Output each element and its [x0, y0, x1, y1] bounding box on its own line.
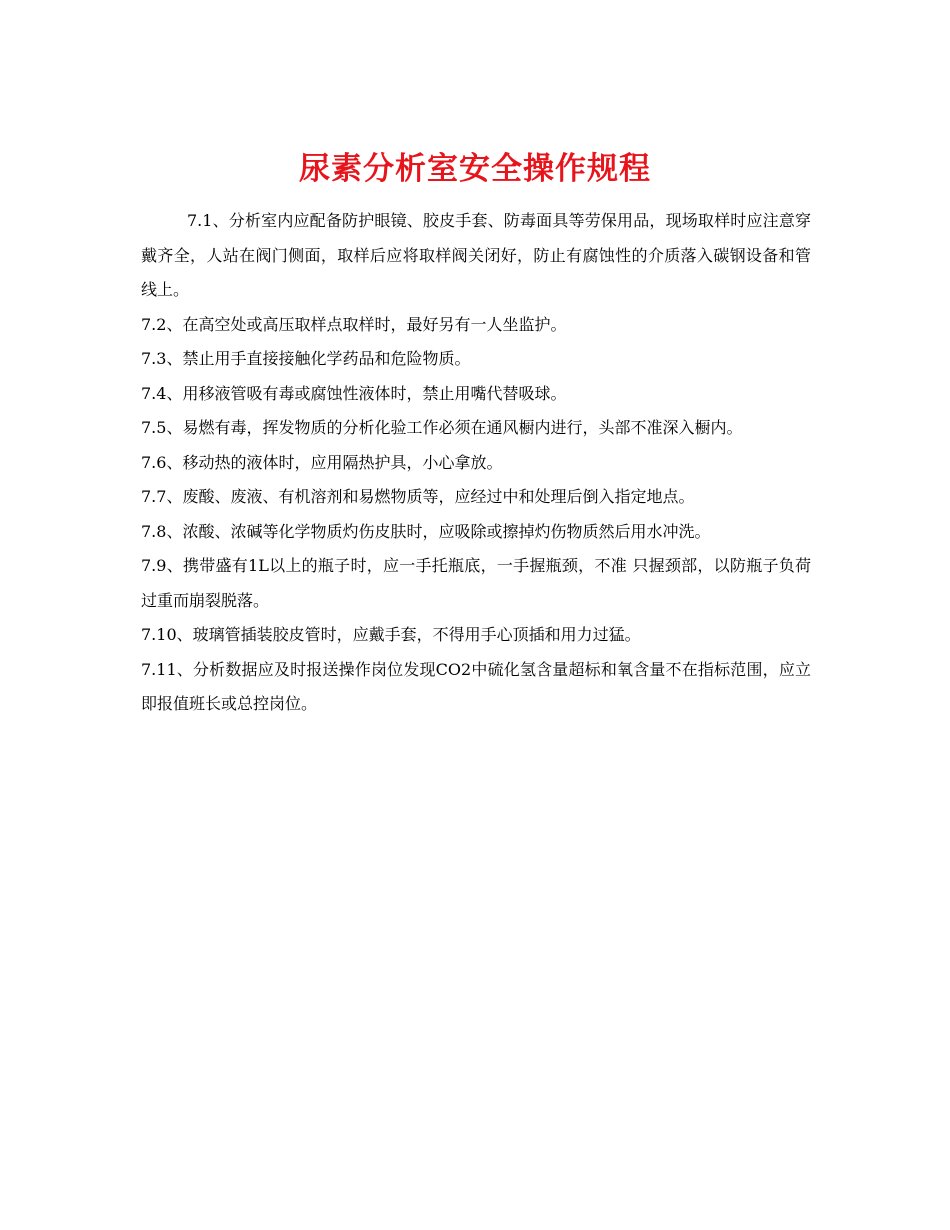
document-body: [141, 204, 811, 722]
clause-7-1: 7.1、分析室内应配备防护眼镜、胶皮手套、防毒面具等劳保用品，现场取样时应注意穿戴齐全，人站在阀门侧面，取样后应将取样阀关闭好，防止有腐蚀性的介质落入碳钢设备和管线上。: [141, 211, 811, 299]
clause-7-3: 7.3、禁止用手直接接触化学药品和危险物质。: [141, 349, 471, 368]
clause-7-7: 7.7、废酸、废液、有机溶剂和易燃物质等，应经过中和处理后倒入指定地点。: [141, 487, 695, 506]
clause-7-4: 7.4、用移液管吸有毒或腐蚀性液体时，禁止用嘴代替吸球。: [141, 383, 567, 403]
clause-7-9: 7.9、携带盛有1L以上的瓶子时，应一手托瓶底，一手握瓶颈，不准 只握颈部，以防瓶子负荷过重而崩裂脱落。: [141, 556, 811, 610]
clause-7-8: 7.8、浓酸、浓碱等化学物质灼伤皮肤时，应吸除或擦掉灼伤物质然后用水冲洗。: [141, 521, 711, 541]
clause-7-11: 7.11、分析数据应及时报送操作岗位发现CO2中硫化氢含量超标和氧含量不在指标范围，应立即报值班长或总控岗位。: [141, 659, 811, 713]
clause-7-5: 7.5、易燃有毒，挥发物质的分析化验工作必须在通风橱内进行，头部不准深入橱内。: [141, 418, 743, 437]
clause-7-10: 7.10、玻璃管插装胶皮管时，应戴手套，不得用手心顶插和用力过猛。: [141, 625, 641, 644]
document-title: 尿素分析室安全操作规程: [299, 150, 651, 187]
clause-7-2: 7.2、在高空处或高压取样点取样时，最好另有一人坐监护。: [141, 314, 567, 334]
clause-7-6: 7.6、移动热的液体时，应用隔热护具，小心拿放。: [141, 452, 503, 472]
